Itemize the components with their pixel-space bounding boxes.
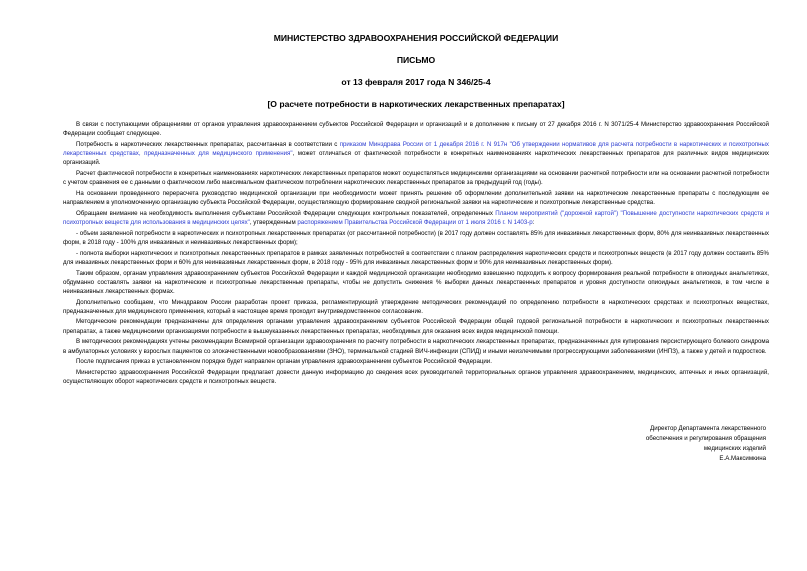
paragraph-indicator-volume: - объем заявленной потребности в наркотических и психотропных лекарственных препаратах (от рассчитанной потребности) (в 2017 году должен составлять 85% для инвазивных лекарственных форм, 80% для неинвазивных лекарственных форм, в 2018 году - 100% для инвазивных и неинвазивных лекарственных форм); <box>63 229 769 246</box>
signature-block <box>646 424 766 464</box>
text: : <box>532 218 535 226</box>
paragraph-signing: После подписания приказ в установленном порядке будет направлен органам управления здравоохранением субъектов Российской Федерации. <box>76 358 492 366</box>
document-type: ПИСЬМО <box>396 55 436 65</box>
document-body <box>63 120 769 386</box>
paragraph-need <box>63 140 769 167</box>
paragraph-draft-order: Дополнительно сообщаем, что Минздравом России разработан проект приказа, регламентирующий утверждение методических рекомендаций по определению потребности в наркотических средствах и психотропных веществах, предназначенных для медицинского применения, который в настоящее время проходит внутриведомственное согласование. <box>63 298 769 315</box>
text: Потребность в наркотических лекарственных препаратах, рассчитанная в соответствии с <box>76 140 340 148</box>
document-page <box>63 33 769 388</box>
paragraph-who: В методических рекомендациях учтены рекомендации Всемирной организации здравоохранения по расчету потребности в наркотических лекарственных препаратах, предназначенных для купирования персистирующего болевого синдрома в амбулаторных условиях у взрослых пациентов со злокачественными новообразованиями (ЗНО), терминальной стадией ВИЧ-инфекции (СПИД) и иными неизлечимыми прогрессирующими заболеваниями (ИНПЗ), а также у детей и подростков. <box>63 338 769 355</box>
paragraph-recalculation: На основании проведенного перерасчета руководство медицинской организации при необходимости может принять решение об оформлении дополнительной заявки на наркотические лекарственные препараты с последующим ее направлением в уполномоченную организацию субъекта Российской Федерации, осуществляющую формирование сводной региональной заявки на наркотические и психотропные лекарственные средства. <box>63 189 769 207</box>
signature-title-line-1: Директор Департамента лекарственного <box>650 425 766 432</box>
text: , утвержденным <box>249 218 298 226</box>
ministry-heading: МИНИСТЕРСТВО ЗДРАВООХРАНЕНИЯ РОССИЙСКОЙ ФЕДЕРАЦИИ <box>273 33 559 43</box>
paragraph-indicator-completeness: - полнота выборки наркотических и психотропных лекарственных препаратов в рамках заявленных потребностей в соответствии с планом распределения наркотических средств и психотропных веществ (в 2017 году должен составить 85% для инвазивных лекарственных форм и 60% для неинвазивных лекарственных форм, в 2018 году - 95% для инвазивных лекарственных форм и 90% для неинвазивных лекарственных форм). <box>63 249 769 266</box>
signature-name: Е.А.Максимкина <box>719 455 766 463</box>
paragraph-indicators <box>63 209 769 227</box>
signature-title-line-3: медицинских изделий <box>703 445 766 453</box>
paragraph-guidelines: Методические рекомендации предназначены для определения органами управления здравоохранением субъектов Российской Федерации общей годовой региональной потребности в наркотических и психотропных лекарственных препаратах, а также медицинскими организациями потребности в вышеуказанных лекарственных препаратах, необходимых для оказания всех видов медицинской помощи. <box>63 318 769 335</box>
government-order-link[interactable]: распоряжением Правительства Российской Федерации от 1 июля 2016 г. N 1403-р <box>297 218 533 226</box>
paragraph-intro: В связи с поступающими обращениями от органов управления здравоохранением субъектов Российской Федерации и организаций и в дополнение к письму от 27 декабря 2016 г. N 3071/25-4 Министерство здравоохранения Российской Федерации сообщает следующее. <box>63 121 769 138</box>
order-917n-link[interactable]: приказом Минздрава России от 1 декабря 2016 г. N 917н "Об утверждении нормативов для расчета потребности в наркотических и психотропных лекарственных средствах, предназначенных для медицинского применения" <box>63 140 769 158</box>
text: Обращаем внимание на необходимость выполнения субъектами Российской Федерации следующих контрольных показателей, определенных <box>76 209 496 217</box>
paragraph-calculation: Расчет фактической потребности в конкретных наименованиях наркотических лекарственных препаратов может осуществляться медицинскими организациями на основании расчетной потребности или на основании расчетной потребности с учетом сравнения ее с данными о фактическом либо максимальном фактическом потреблении наркотических лекарственных препаратов за предыдущий год (годы). <box>63 169 769 187</box>
signature-title-line-2: обеспечения и регулирования обращения <box>645 435 766 443</box>
roadmap-link[interactable]: Планом мероприятий ("дорожной картой") "Повышение доступности наркотических средств и психотропных веществ для использования в медицинских целях" <box>63 209 770 226</box>
paragraph-conclusion: Таким образом, органам управления здравоохранением субъектов Российской Федерации и каждой медицинской организации необходимо взвешенно подходить к вопросу формирования реальной потребности в опиоидных анальгетиках, обдуманно составлять заявки на наркотические и психотропные лекарственные препараты, чтобы не допустить снижения % выборки данных лекарственных препаратов и уровня доступности опиоидных анальгетиков, в том числе в неинвазивных лекарственных формах. <box>63 269 769 295</box>
document-subject: [О расчете потребности в наркотических лекарственных препаратах] <box>267 99 565 109</box>
document-date-number: от 13 февраля 2017 года N 346/25-4 <box>341 77 491 87</box>
paragraph-distribution: Министерство здравоохранения Российской Федерации предлагает довести данную информацию до сведения всех руководителей территориальных органов управления здравоохранением, медицинских, аптечных и иных организаций, осуществляющих оборот наркотических средств и психотропных веществ. <box>63 369 769 386</box>
text: , может отличаться от фактической потребности в конкретных наименованиях наркотических лекарственных препаратов для различных видов медицинских организаций. <box>63 150 770 167</box>
